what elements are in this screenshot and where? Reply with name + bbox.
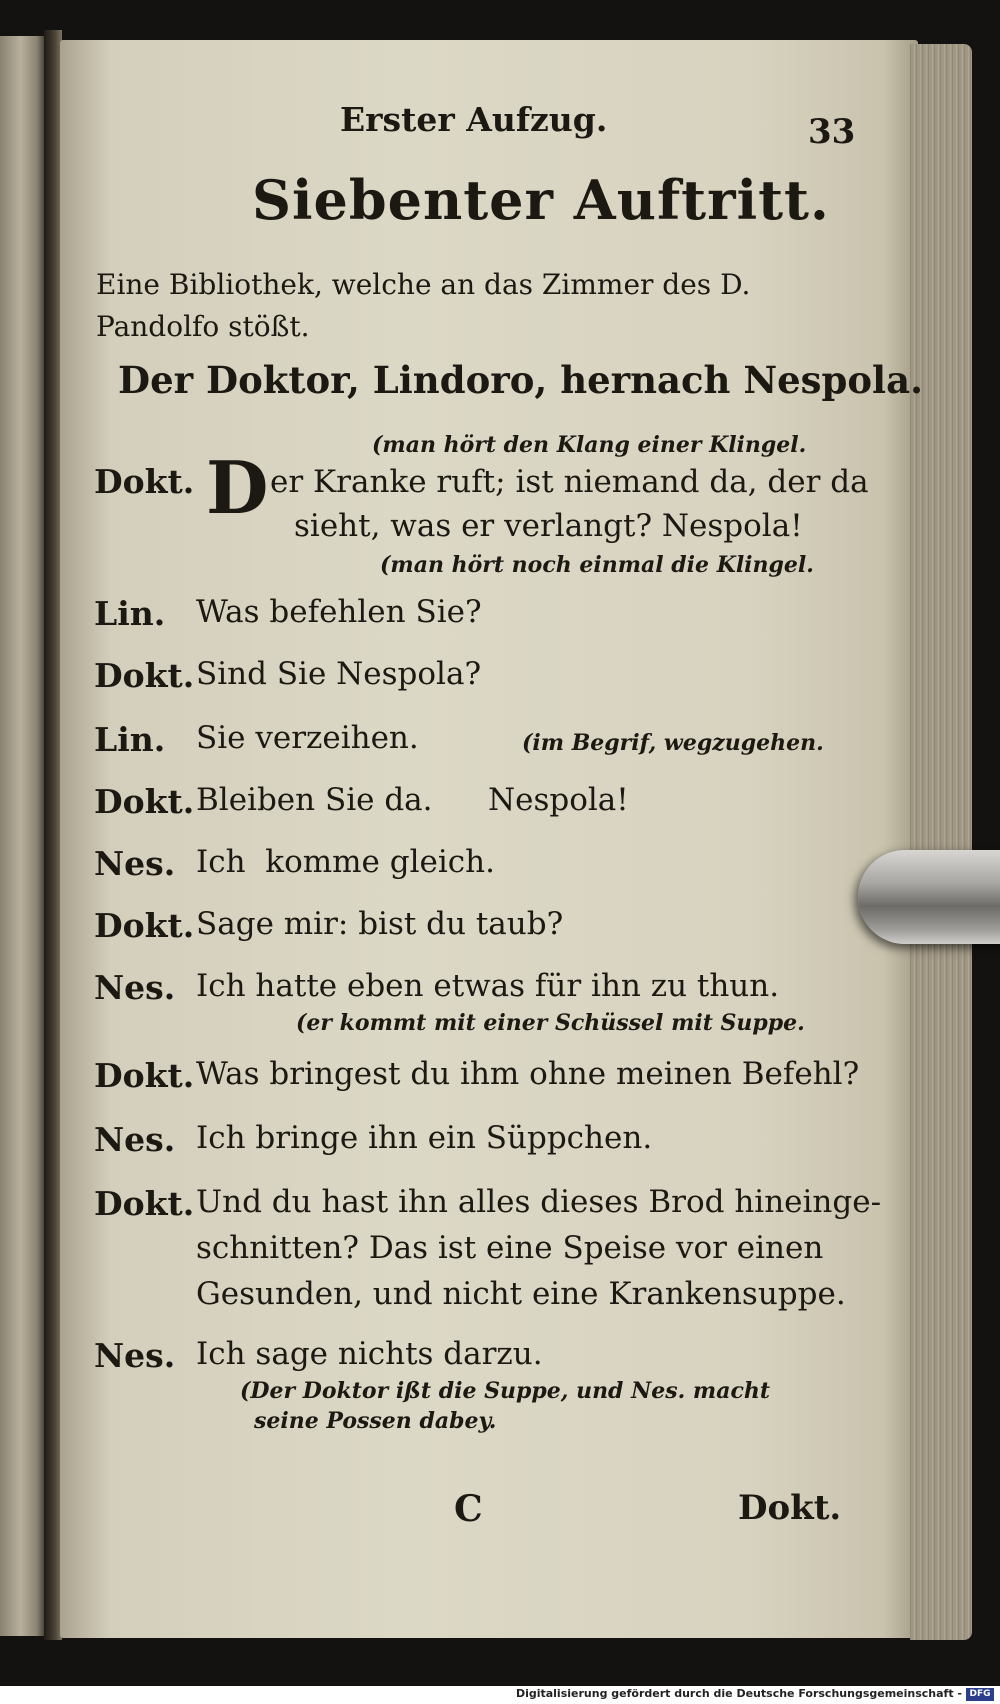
dialogue-line: Ich sage nichts darzu. bbox=[196, 1336, 543, 1372]
dialogue-line: Und du hast ihn alles dieses Brod hineinge- bbox=[196, 1184, 882, 1220]
page-clip bbox=[858, 850, 1000, 944]
dialogue-line: er Kranke ruft; ist niemand da, der da bbox=[270, 464, 869, 500]
dialogue-line: Bleiben Sie da. bbox=[196, 782, 433, 818]
funding-credit: Digitalisierung gefördert durch die Deutsche Forschungsgemeinschaft - bbox=[515, 1687, 962, 1700]
dialogue-line: sieht, was er verlangt? Nespola! bbox=[294, 508, 803, 544]
dialogue-line: Ich komme gleich. bbox=[196, 844, 495, 880]
dialogue-line: Sage mir: bist du taub? bbox=[196, 906, 564, 942]
dialogue-line: Nespola! bbox=[488, 782, 629, 818]
stage-direction: (im Begrif, wegzugehen. bbox=[522, 730, 824, 756]
dfg-logo: DFG bbox=[966, 1688, 994, 1701]
speaker-label: Nes. bbox=[94, 968, 176, 1007]
speaker-label: Nes. bbox=[94, 1120, 176, 1159]
setting-description: Eine Bibliothek, welche an das Zimmer des D. Pandolfo stößt. bbox=[96, 268, 751, 343]
dialogue-line: Was bringest du ihm ohne meinen Befehl? bbox=[196, 1056, 860, 1092]
speaker-label: Dokt. bbox=[94, 782, 195, 821]
page-number: 33 bbox=[808, 112, 856, 152]
speaker-label: Lin. bbox=[94, 594, 166, 633]
speaker-label: Nes. bbox=[94, 1336, 176, 1375]
stage-direction: seine Possen dabey. bbox=[254, 1408, 497, 1434]
stage-direction: (Der Doktor ißt die Suppe, und Nes. macht bbox=[240, 1378, 770, 1404]
catchword: Dokt. bbox=[738, 1488, 842, 1528]
dialogue-line: Sind Sie Nespola? bbox=[196, 656, 482, 692]
speaker-label: Lin. bbox=[94, 720, 166, 759]
character-list: Der Doktor, Lindoro, hernach Nespola. bbox=[118, 358, 923, 402]
dialogue-line: Was befehlen Sie? bbox=[196, 594, 482, 630]
speaker-label: Dokt. bbox=[94, 656, 195, 695]
dialogue-line: Ich bringe ihn ein Süppchen. bbox=[196, 1120, 653, 1156]
stage-direction: (man hört noch einmal die Klingel. bbox=[380, 552, 814, 578]
dialogue-line: Sie verzeihen. bbox=[196, 720, 419, 756]
speaker-label: Dokt. bbox=[94, 462, 195, 501]
stage-direction: (man hört den Klang einer Klingel. bbox=[372, 432, 807, 458]
scene-title: Siebenter Auftritt. bbox=[252, 168, 830, 232]
drop-cap: D bbox=[206, 445, 269, 530]
speaker-label: Dokt. bbox=[94, 1056, 195, 1095]
speaker-label: Dokt. bbox=[94, 1184, 195, 1223]
running-head: Erster Aufzug. bbox=[340, 100, 608, 139]
stage-direction: (er kommt mit einer Schüssel mit Suppe. bbox=[296, 1010, 805, 1036]
dialogue-line: schnitten? Das ist eine Speise vor einen bbox=[196, 1230, 824, 1266]
signature-mark: C bbox=[454, 1488, 483, 1530]
dialogue-line: Ich hatte eben etwas für ihn zu thun. bbox=[196, 968, 780, 1004]
dialogue-line: Gesunden, und nicht eine Krankensuppe. bbox=[196, 1276, 846, 1312]
speaker-label: Nes. bbox=[94, 844, 176, 883]
speaker-label: Dokt. bbox=[94, 906, 195, 945]
